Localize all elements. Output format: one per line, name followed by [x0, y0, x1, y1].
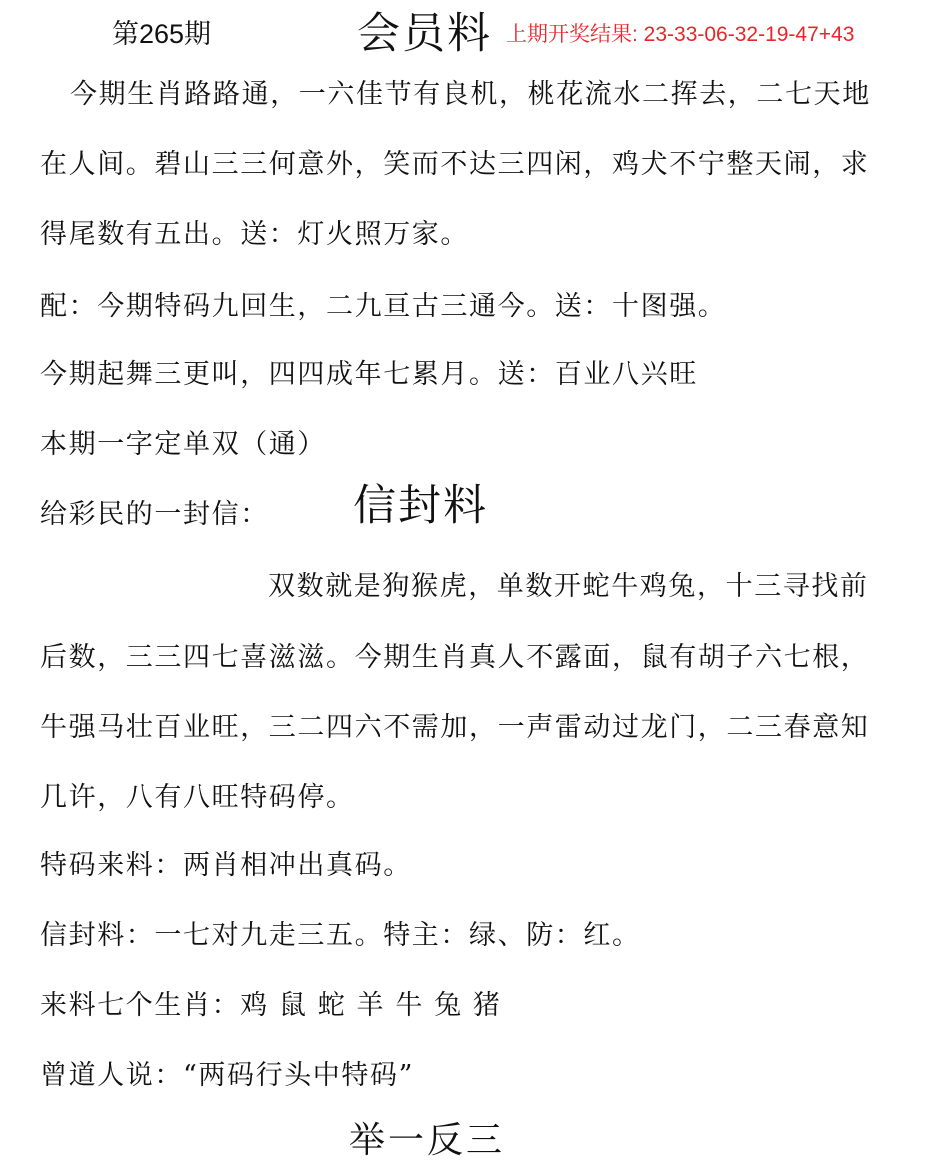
letter-label: 给彩民的一封信： [40, 499, 269, 530]
envelope-title: 信封料 [353, 481, 488, 531]
note-line: 配：今期特码九回生，二九亘古三通今。送：十图强。 [40, 291, 727, 322]
letter-line: 牛强马壮百业旺，三二四六不需加，一声雷动过龙门，二三春意知 [40, 712, 870, 743]
page-title: 会员料 [357, 9, 492, 59]
note-line: 今期起舞三更叫，四四成年七累月。送：百业八兴旺 [40, 359, 698, 390]
poem-line: 得尾数有五出。送：灯火照万家。 [40, 219, 469, 250]
footer-line: 来料七个生肖：鸡 鼠 蛇 羊 牛 兔 猪 [40, 990, 502, 1021]
footer-line: 特码来料：两肖相冲出真码。 [40, 850, 412, 881]
letter-line: 几许，八有八旺特码停。 [40, 782, 355, 813]
bottom-title: 举一反三 [349, 1120, 506, 1161]
note-line: 本期一字定单双（通） [40, 429, 326, 460]
letter-line: 双数就是狗猴虎，单数开蛇牛鸡兔，十三寻找前 [268, 571, 869, 602]
last-draw-result: 上期开奖结果: 23-33-06-32-19-47+43 [506, 23, 855, 46]
poem-line: 今期生肖路路通，一六佳节有良机，桃花流水二挥去，二七天地 [70, 79, 871, 110]
footer-line: 曾道人说：“两码行头中特码” [40, 1060, 415, 1091]
poem-line: 在人间。碧山三三何意外，笑而不达三四闲，鸡犬不宁整天闹，求 [40, 149, 870, 180]
footer-line: 信封料：一七对九走三五。特主：绿、防：红。 [40, 920, 641, 951]
issue-number: 第265期 [112, 19, 212, 49]
letter-line: 后数，三三四七喜滋滋。今期生肖真人不露面，鼠有胡子六七根， [40, 642, 870, 673]
